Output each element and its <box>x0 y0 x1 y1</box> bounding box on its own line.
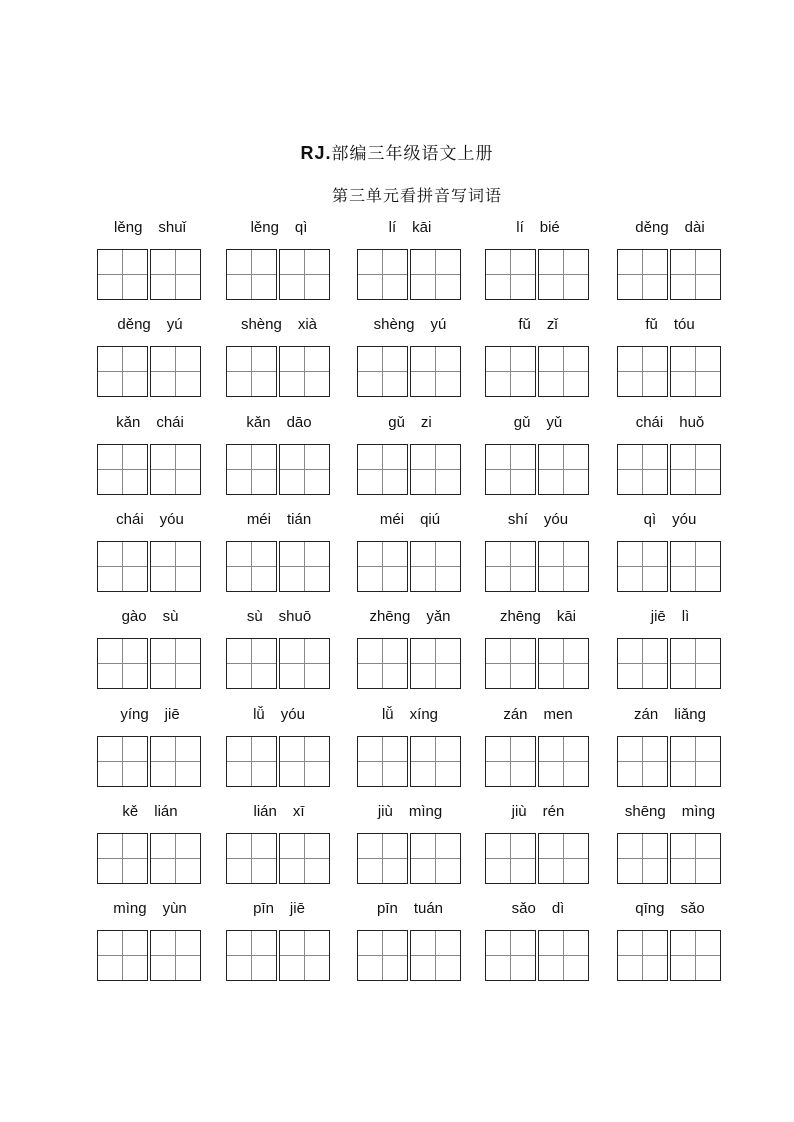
writing-grid <box>357 833 463 884</box>
tianzige-box[interactable] <box>485 930 536 981</box>
writing-grid <box>485 444 591 495</box>
tianzige-box[interactable] <box>226 638 277 689</box>
tianzige-box[interactable] <box>226 346 277 397</box>
pinyin-syllable: fǔ <box>645 316 658 333</box>
pinyin-label <box>87 705 213 725</box>
pinyin-label <box>475 413 601 433</box>
writing-grid <box>226 444 332 495</box>
writing-grid <box>357 541 463 592</box>
pinyin-label <box>347 218 473 238</box>
pinyin-syllable: mìng <box>681 803 716 820</box>
word-item <box>485 899 591 983</box>
tianzige-box[interactable] <box>617 736 668 787</box>
tianzige-box[interactable] <box>226 736 277 787</box>
writing-grid <box>97 444 203 495</box>
pinyin-label <box>216 607 342 627</box>
writing-grid <box>226 638 332 689</box>
word-item <box>226 218 332 302</box>
pinyin-label <box>475 607 601 627</box>
pinyin-label <box>475 510 601 530</box>
tianzige-box[interactable] <box>538 930 589 981</box>
word-item <box>357 413 463 497</box>
pinyin-syllable: xī <box>292 803 305 820</box>
tianzige-box[interactable] <box>357 833 408 884</box>
tianzige-box[interactable] <box>617 541 668 592</box>
word-item <box>226 802 332 886</box>
word-item <box>97 315 203 399</box>
pinyin-syllable: méi <box>379 511 405 528</box>
word-item <box>97 510 203 594</box>
pinyin-syllable: yóu <box>672 511 697 528</box>
word-item <box>226 413 332 497</box>
word-item <box>617 607 723 691</box>
tianzige-box[interactable] <box>670 736 721 787</box>
pinyin-syllable: zhēng <box>499 608 541 625</box>
tianzige-box[interactable] <box>279 346 330 397</box>
tianzige-box[interactable] <box>279 541 330 592</box>
writing-grid <box>485 541 591 592</box>
tianzige-box[interactable] <box>97 444 148 495</box>
tianzige-box[interactable] <box>150 736 201 787</box>
word-item <box>485 705 591 789</box>
pinyin-syllable: lǚ <box>253 706 265 723</box>
pinyin-syllable: děng <box>117 316 151 333</box>
writing-grid <box>97 638 203 689</box>
pinyin-syllable: yóu <box>159 511 184 528</box>
pinyin-label <box>87 510 213 530</box>
writing-grid <box>97 833 203 884</box>
pinyin-label <box>216 510 342 530</box>
pinyin-syllable: lián <box>154 803 178 820</box>
tianzige-box[interactable] <box>410 736 461 787</box>
pinyin-syllable: kāi <box>556 608 577 625</box>
pinyin-label <box>216 218 342 238</box>
pinyin-syllable: xià <box>297 316 318 333</box>
writing-grid <box>617 833 723 884</box>
pinyin-label <box>347 899 473 919</box>
pinyin-label <box>347 705 473 725</box>
pinyin-label <box>87 899 213 919</box>
writing-grid <box>617 736 723 787</box>
pinyin-label <box>347 413 473 433</box>
pinyin-syllable: chái <box>116 511 144 528</box>
word-item <box>485 510 591 594</box>
pinyin-syllable: zi <box>420 414 432 431</box>
tianzige-box[interactable] <box>410 833 461 884</box>
tianzige-box[interactable] <box>617 833 668 884</box>
word-item <box>357 705 463 789</box>
pinyin-syllable: tián <box>286 511 312 528</box>
tianzige-box[interactable] <box>617 346 668 397</box>
tianzige-box[interactable] <box>97 346 148 397</box>
word-item <box>357 802 463 886</box>
word-item <box>485 802 591 886</box>
pinyin-label <box>475 899 601 919</box>
pinyin-syllable: qì <box>294 219 308 236</box>
pinyin-label <box>607 218 733 238</box>
pinyin-syllable: gào <box>121 608 147 625</box>
pinyin-syllable: gǔ <box>388 414 405 431</box>
pinyin-syllable: chái <box>156 414 184 431</box>
pinyin-syllable: sù <box>162 608 179 625</box>
tianzige-box[interactable] <box>670 930 721 981</box>
tianzige-box[interactable] <box>670 638 721 689</box>
tianzige-box[interactable] <box>97 833 148 884</box>
tianzige-box[interactable] <box>410 638 461 689</box>
tianzige-box[interactable] <box>670 444 721 495</box>
tianzige-box[interactable] <box>226 249 277 300</box>
pinyin-label <box>216 802 342 822</box>
tianzige-box[interactable] <box>410 346 461 397</box>
pinyin-label <box>607 899 733 919</box>
pinyin-syllable: lǚ <box>381 706 394 723</box>
tianzige-box[interactable] <box>538 444 589 495</box>
word-item <box>97 607 203 691</box>
tianzige-box[interactable] <box>97 930 148 981</box>
pinyin-syllable: kǎn <box>116 414 141 431</box>
tianzige-box[interactable] <box>150 346 201 397</box>
word-item <box>226 315 332 399</box>
pinyin-syllable: jiù <box>511 803 527 820</box>
page-title <box>0 140 794 167</box>
tianzige-box[interactable] <box>617 444 668 495</box>
writing-grid <box>226 736 332 787</box>
pinyin-syllable: gǔ <box>513 414 531 431</box>
word-item <box>617 802 723 886</box>
pinyin-syllable: mìng <box>408 803 443 820</box>
tianzige-box[interactable] <box>150 444 201 495</box>
tianzige-box[interactable] <box>485 444 536 495</box>
page-subtitle: 第三单元看拼音写词语 <box>331 186 502 205</box>
pinyin-syllable: yǔ <box>546 414 563 431</box>
writing-grid <box>485 736 591 787</box>
writing-grid <box>485 249 591 300</box>
tianzige-box[interactable] <box>357 638 408 689</box>
tianzige-box[interactable] <box>485 833 536 884</box>
tianzige-box[interactable] <box>279 638 330 689</box>
pinyin-syllable: sù <box>246 608 263 625</box>
writing-grid <box>226 249 332 300</box>
word-item <box>357 607 463 691</box>
writing-grid <box>357 930 463 981</box>
tianzige-box[interactable] <box>279 444 330 495</box>
word-item <box>617 705 723 789</box>
tianzige-box[interactable] <box>670 346 721 397</box>
word-item <box>357 510 463 594</box>
pinyin-syllable: yú <box>430 316 447 333</box>
tianzige-box[interactable] <box>538 541 589 592</box>
pinyin-syllable: qīng <box>635 900 665 917</box>
word-item <box>617 218 723 302</box>
pinyin-syllable: méi <box>246 511 271 528</box>
pinyin-syllable: pīn <box>253 900 274 917</box>
pinyin-syllable: chái <box>635 414 664 431</box>
pinyin-syllable: huǒ <box>679 414 705 431</box>
pinyin-syllable: yíng <box>120 706 149 723</box>
pinyin-syllable: děng <box>635 219 669 236</box>
pinyin-syllable: men <box>543 706 573 723</box>
pinyin-syllable: dài <box>684 219 705 236</box>
writing-grid <box>97 541 203 592</box>
pinyin-syllable: rén <box>542 803 565 820</box>
word-item <box>485 218 591 302</box>
pinyin-syllable: bié <box>539 219 560 236</box>
tianzige-box[interactable] <box>485 736 536 787</box>
word-item <box>97 802 203 886</box>
tianzige-box[interactable] <box>410 249 461 300</box>
pinyin-label <box>87 607 213 627</box>
word-item <box>617 510 723 594</box>
writing-grid <box>97 249 203 300</box>
tianzige-box[interactable] <box>357 930 408 981</box>
word-item <box>97 705 203 789</box>
pinyin-syllable: lì <box>681 608 690 625</box>
tianzige-box[interactable] <box>150 930 201 981</box>
pinyin-syllable: yǎn <box>426 608 451 625</box>
tianzige-box[interactable] <box>538 638 589 689</box>
pinyin-syllable: yùn <box>162 900 187 917</box>
writing-grid <box>357 249 463 300</box>
word-item <box>617 413 723 497</box>
writing-grid <box>357 736 463 787</box>
tianzige-box[interactable] <box>279 736 330 787</box>
pinyin-label <box>347 315 473 335</box>
tianzige-box[interactable] <box>538 249 589 300</box>
tianzige-box[interactable] <box>97 541 148 592</box>
pinyin-syllable: shèng <box>240 316 282 333</box>
pinyin-label <box>607 705 733 725</box>
word-item <box>485 413 591 497</box>
title-prefix: RJ. <box>300 143 332 163</box>
word-item <box>617 899 723 983</box>
tianzige-box[interactable] <box>617 930 668 981</box>
pinyin-label <box>216 899 342 919</box>
tianzige-box[interactable] <box>410 444 461 495</box>
pinyin-syllable: sǎo <box>511 900 536 917</box>
pinyin-syllable: zǐ <box>546 316 558 333</box>
writing-grid <box>485 346 591 397</box>
writing-grid <box>357 444 463 495</box>
tianzige-box[interactable] <box>150 638 201 689</box>
pinyin-syllable: shí <box>507 511 528 528</box>
pinyin-syllable: xíng <box>409 706 439 723</box>
tianzige-box[interactable] <box>485 346 536 397</box>
word-item <box>226 607 332 691</box>
pinyin-syllable: shèng <box>373 316 415 333</box>
writing-grid <box>97 346 203 397</box>
tianzige-box[interactable] <box>357 346 408 397</box>
tianzige-box[interactable] <box>357 249 408 300</box>
writing-grid <box>226 541 332 592</box>
word-item <box>226 510 332 594</box>
writing-grid <box>226 833 332 884</box>
tianzige-box[interactable] <box>226 833 277 884</box>
tianzige-box[interactable] <box>150 833 201 884</box>
writing-grid <box>226 346 332 397</box>
pinyin-label <box>87 218 213 238</box>
pinyin-syllable: tóu <box>673 316 695 333</box>
pinyin-syllable: tuán <box>413 900 444 917</box>
writing-grid <box>617 541 723 592</box>
pinyin-syllable: shuǐ <box>158 219 186 236</box>
writing-grid <box>617 249 723 300</box>
writing-grid <box>617 346 723 397</box>
pinyin-label <box>216 705 342 725</box>
pinyin-syllable: lián <box>253 803 277 820</box>
pinyin-label <box>475 705 601 725</box>
pinyin-syllable: zán <box>503 706 528 723</box>
writing-grid <box>97 736 203 787</box>
pinyin-syllable: dì <box>551 900 565 917</box>
title-text: 部编三年级语文上册 <box>331 144 494 164</box>
tianzige-box[interactable] <box>97 638 148 689</box>
word-item <box>485 315 591 399</box>
pinyin-syllable: lí <box>516 219 524 236</box>
pinyin-syllable: jiē <box>164 706 180 723</box>
pinyin-syllable: jiē <box>650 608 666 625</box>
tianzige-box[interactable] <box>279 249 330 300</box>
tianzige-box[interactable] <box>97 736 148 787</box>
tianzige-box[interactable] <box>357 444 408 495</box>
writing-grid <box>485 638 591 689</box>
tianzige-box[interactable] <box>410 541 461 592</box>
pinyin-syllable: shuō <box>278 608 312 625</box>
writing-grid <box>617 444 723 495</box>
pinyin-label <box>607 413 733 433</box>
pinyin-syllable: fǔ <box>518 316 531 333</box>
tianzige-box[interactable] <box>410 930 461 981</box>
tianzige-box[interactable] <box>485 638 536 689</box>
pinyin-syllable: mìng <box>113 900 147 917</box>
pinyin-label <box>87 315 213 335</box>
writing-grid <box>485 833 591 884</box>
word-item <box>97 218 203 302</box>
tianzige-box[interactable] <box>226 930 277 981</box>
word-item <box>357 899 463 983</box>
writing-grid <box>485 930 591 981</box>
pinyin-label <box>475 218 601 238</box>
tianzige-box[interactable] <box>485 541 536 592</box>
pinyin-syllable: lěng <box>114 219 143 236</box>
pinyin-label <box>607 802 733 822</box>
pinyin-label <box>347 607 473 627</box>
word-item <box>226 705 332 789</box>
pinyin-syllable: dāo <box>286 414 312 431</box>
tianzige-box[interactable] <box>670 541 721 592</box>
tianzige-box[interactable] <box>226 444 277 495</box>
pinyin-syllable: qiú <box>420 511 441 528</box>
word-item <box>97 899 203 983</box>
tianzige-box[interactable] <box>485 249 536 300</box>
pinyin-label <box>216 413 342 433</box>
tianzige-box[interactable] <box>670 249 721 300</box>
word-item <box>485 607 591 691</box>
writing-grid <box>97 930 203 981</box>
pinyin-syllable: shēng <box>624 803 666 820</box>
pinyin-syllable: yóu <box>543 511 569 528</box>
writing-grid <box>357 346 463 397</box>
tianzige-box[interactable] <box>617 249 668 300</box>
pinyin-syllable: pīn <box>376 900 398 917</box>
pinyin-syllable: yóu <box>280 706 305 723</box>
pinyin-syllable: kě <box>122 803 139 820</box>
pinyin-label <box>607 607 733 627</box>
pinyin-label <box>607 510 733 530</box>
pinyin-label <box>475 315 601 335</box>
tianzige-box[interactable] <box>357 736 408 787</box>
pinyin-syllable: zán <box>634 706 659 723</box>
word-item <box>97 413 203 497</box>
tianzige-box[interactable] <box>538 346 589 397</box>
pinyin-syllable: kāi <box>412 219 432 236</box>
pinyin-label <box>216 315 342 335</box>
tianzige-box[interactable] <box>538 736 589 787</box>
word-item <box>357 218 463 302</box>
writing-grid <box>357 638 463 689</box>
pinyin-syllable: jiē <box>289 900 305 917</box>
pinyin-label <box>475 802 601 822</box>
tianzige-box[interactable] <box>357 541 408 592</box>
tianzige-box[interactable] <box>670 833 721 884</box>
pinyin-label <box>347 510 473 530</box>
pinyin-label <box>607 315 733 335</box>
pinyin-syllable: yú <box>166 316 183 333</box>
pinyin-label <box>87 802 213 822</box>
tianzige-box[interactable] <box>150 541 201 592</box>
tianzige-box[interactable] <box>279 930 330 981</box>
pinyin-syllable: lí <box>388 219 397 236</box>
tianzige-box[interactable] <box>97 249 148 300</box>
pinyin-label <box>87 413 213 433</box>
word-item <box>226 899 332 983</box>
tianzige-box[interactable] <box>279 833 330 884</box>
pinyin-syllable: qì <box>643 511 657 528</box>
tianzige-box[interactable] <box>150 249 201 300</box>
writing-grid <box>226 930 332 981</box>
writing-grid <box>617 638 723 689</box>
pinyin-syllable: kǎn <box>246 414 271 431</box>
pinyin-syllable: zhēng <box>369 608 411 625</box>
tianzige-box[interactable] <box>226 541 277 592</box>
pinyin-syllable: liǎng <box>674 706 706 723</box>
pinyin-label <box>347 802 473 822</box>
pinyin-syllable: lěng <box>250 219 279 236</box>
word-item <box>617 315 723 399</box>
writing-grid <box>617 930 723 981</box>
tianzige-box[interactable] <box>617 638 668 689</box>
tianzige-box[interactable] <box>538 833 589 884</box>
pinyin-syllable: jiù <box>377 803 393 820</box>
word-item <box>357 315 463 399</box>
pinyin-syllable: sǎo <box>680 900 705 917</box>
